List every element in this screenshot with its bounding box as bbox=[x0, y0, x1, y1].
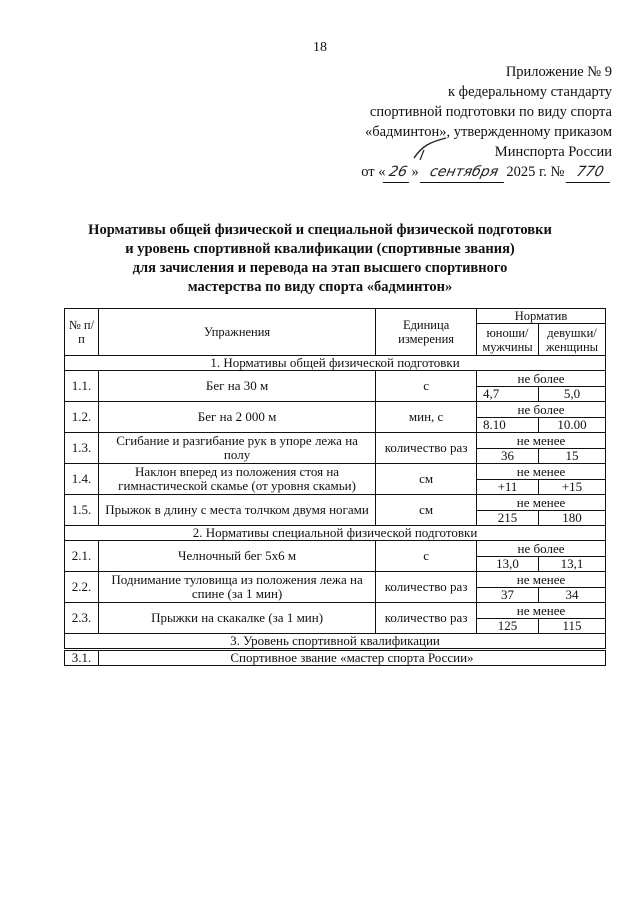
table-row bbox=[65, 371, 606, 387]
row-condition: не менее bbox=[477, 495, 606, 511]
row-boys-value: 36 bbox=[477, 449, 539, 464]
row-exercise: Бег на 30 м bbox=[98, 371, 375, 402]
header-exercise: Упражнения bbox=[98, 309, 375, 356]
header-number: № п/п bbox=[65, 309, 99, 356]
date-year: 2025 г. № bbox=[506, 164, 565, 180]
row-exercise: Бег на 2 000 м bbox=[98, 402, 375, 433]
row-number: 1.5. bbox=[65, 495, 99, 526]
row-exercise: Прыжки на скакалке (за 1 мин) bbox=[98, 603, 375, 634]
row-unit: см bbox=[376, 495, 477, 526]
appendix-line: «бадминтон», утвержденному приказом bbox=[364, 124, 612, 140]
row-condition: не более bbox=[477, 402, 606, 418]
row-number: 1.4. bbox=[65, 464, 99, 495]
row-girls-value: 15 bbox=[539, 449, 606, 464]
ministry-name: Минспорта России bbox=[494, 144, 612, 160]
row-condition: не менее bbox=[477, 464, 606, 480]
title-line: и уровень спортивной квалификации (спортивные звания) bbox=[125, 241, 515, 257]
appendix-line bbox=[272, 142, 612, 162]
table-row bbox=[65, 541, 606, 557]
row-boys-value: 37 bbox=[477, 588, 539, 603]
table-row bbox=[65, 572, 606, 588]
row-girls-value: 13,1 bbox=[539, 557, 606, 572]
row-girls-value: +15 bbox=[539, 480, 606, 495]
header-row bbox=[65, 309, 606, 324]
appendix-line: к федеральному стандарту bbox=[448, 84, 612, 100]
row-condition: не менее bbox=[477, 572, 606, 588]
row-number: 2.3. bbox=[65, 603, 99, 634]
date-prefix: от « bbox=[361, 164, 386, 180]
header-norm: Норматив bbox=[477, 309, 606, 324]
handwritten-order-number: 770 bbox=[566, 162, 614, 183]
row-girls-value: 115 bbox=[539, 619, 606, 634]
row-number: 1.1. bbox=[65, 371, 99, 402]
row-exercise: Прыжок в длину с места толчком двумя ногами bbox=[98, 495, 375, 526]
header-boys: юноши/ мужчины bbox=[477, 324, 539, 356]
table-row bbox=[65, 603, 606, 619]
row-number: 1.3. bbox=[65, 433, 99, 464]
table-row bbox=[65, 464, 606, 480]
row-condition: не более bbox=[477, 371, 606, 387]
row-number: 2.1. bbox=[65, 541, 99, 572]
table-row bbox=[65, 402, 606, 418]
row-condition: не менее bbox=[477, 433, 606, 449]
signature-stroke-icon bbox=[412, 136, 448, 162]
row-number: 2.2. bbox=[65, 572, 99, 603]
row-unit: количество раз bbox=[376, 433, 477, 464]
row-boys-value: 125 bbox=[477, 619, 539, 634]
norms-table bbox=[64, 308, 606, 666]
row-condition: не более bbox=[477, 541, 606, 557]
row-girls-value: 180 bbox=[539, 511, 606, 526]
table-row bbox=[65, 650, 606, 666]
row-unit: мин, с bbox=[376, 402, 477, 433]
row-boys-value: 4,7 bbox=[477, 387, 539, 402]
section-title: 1. Нормативы общей физической подготовки bbox=[65, 356, 606, 371]
title-line: для зачисления и перевода на этап высшего спортивного bbox=[132, 260, 508, 276]
row-unit: количество раз bbox=[376, 603, 477, 634]
row-unit: с bbox=[376, 371, 477, 402]
date-mid: » bbox=[411, 164, 419, 180]
row-number: 1.2. bbox=[65, 402, 99, 433]
row-unit: см bbox=[376, 464, 477, 495]
row-exercise: Сгибание и разгибание рук в упоре лежа на полу bbox=[98, 433, 375, 464]
header-unit: Единица измерения bbox=[376, 309, 477, 356]
appendix-line: спортивной подготовки по виду спорта bbox=[369, 104, 612, 120]
handwritten-day: 26 bbox=[383, 162, 413, 183]
row-girls-value: 34 bbox=[539, 588, 606, 603]
row-condition: не менее bbox=[477, 603, 606, 619]
section-title: 3. Уровень спортивной квалификации bbox=[65, 634, 606, 650]
title-line: Нормативы общей физической и специальной физической подготовки bbox=[88, 222, 552, 238]
table-row bbox=[65, 433, 606, 449]
row-unit: с bbox=[376, 541, 477, 572]
row-unit: количество раз bbox=[376, 572, 477, 603]
row-exercise: Наклон вперед из положения стоя на гимнастической скамье (от уровня скамьи) bbox=[98, 464, 375, 495]
section-title: 2. Нормативы специальной физической подготовки bbox=[65, 526, 606, 541]
row-exercise: Челночный бег 5х6 м bbox=[98, 541, 375, 572]
table-row bbox=[65, 495, 606, 511]
row-boys-value: 215 bbox=[477, 511, 539, 526]
section-row bbox=[65, 634, 606, 650]
row-boys-value: 13,0 bbox=[477, 557, 539, 572]
row-exercise: Спортивное звание «мастер спорта России» bbox=[98, 650, 605, 666]
row-exercise: Поднимание туловища из положения лежа на спине (за 1 мин) bbox=[98, 572, 375, 603]
section-row bbox=[65, 356, 606, 371]
row-boys-value: 8.10 bbox=[477, 418, 539, 433]
header-girls: девушки/ женщины bbox=[539, 324, 606, 356]
document-title bbox=[60, 221, 580, 297]
handwritten-month: сентября bbox=[420, 162, 508, 183]
appendix-header bbox=[272, 62, 612, 183]
row-number: 3.1. bbox=[65, 650, 99, 666]
row-girls-value: 5,0 bbox=[539, 387, 606, 402]
section-row bbox=[65, 526, 606, 541]
appendix-line: Приложение № 9 bbox=[505, 64, 612, 80]
order-date-line bbox=[272, 162, 612, 183]
page-number: 18 bbox=[313, 40, 327, 55]
title-line: мастерства по виду спорта «бадминтон» bbox=[187, 279, 453, 295]
row-girls-value: 10.00 bbox=[539, 418, 606, 433]
row-boys-value: +11 bbox=[477, 480, 539, 495]
